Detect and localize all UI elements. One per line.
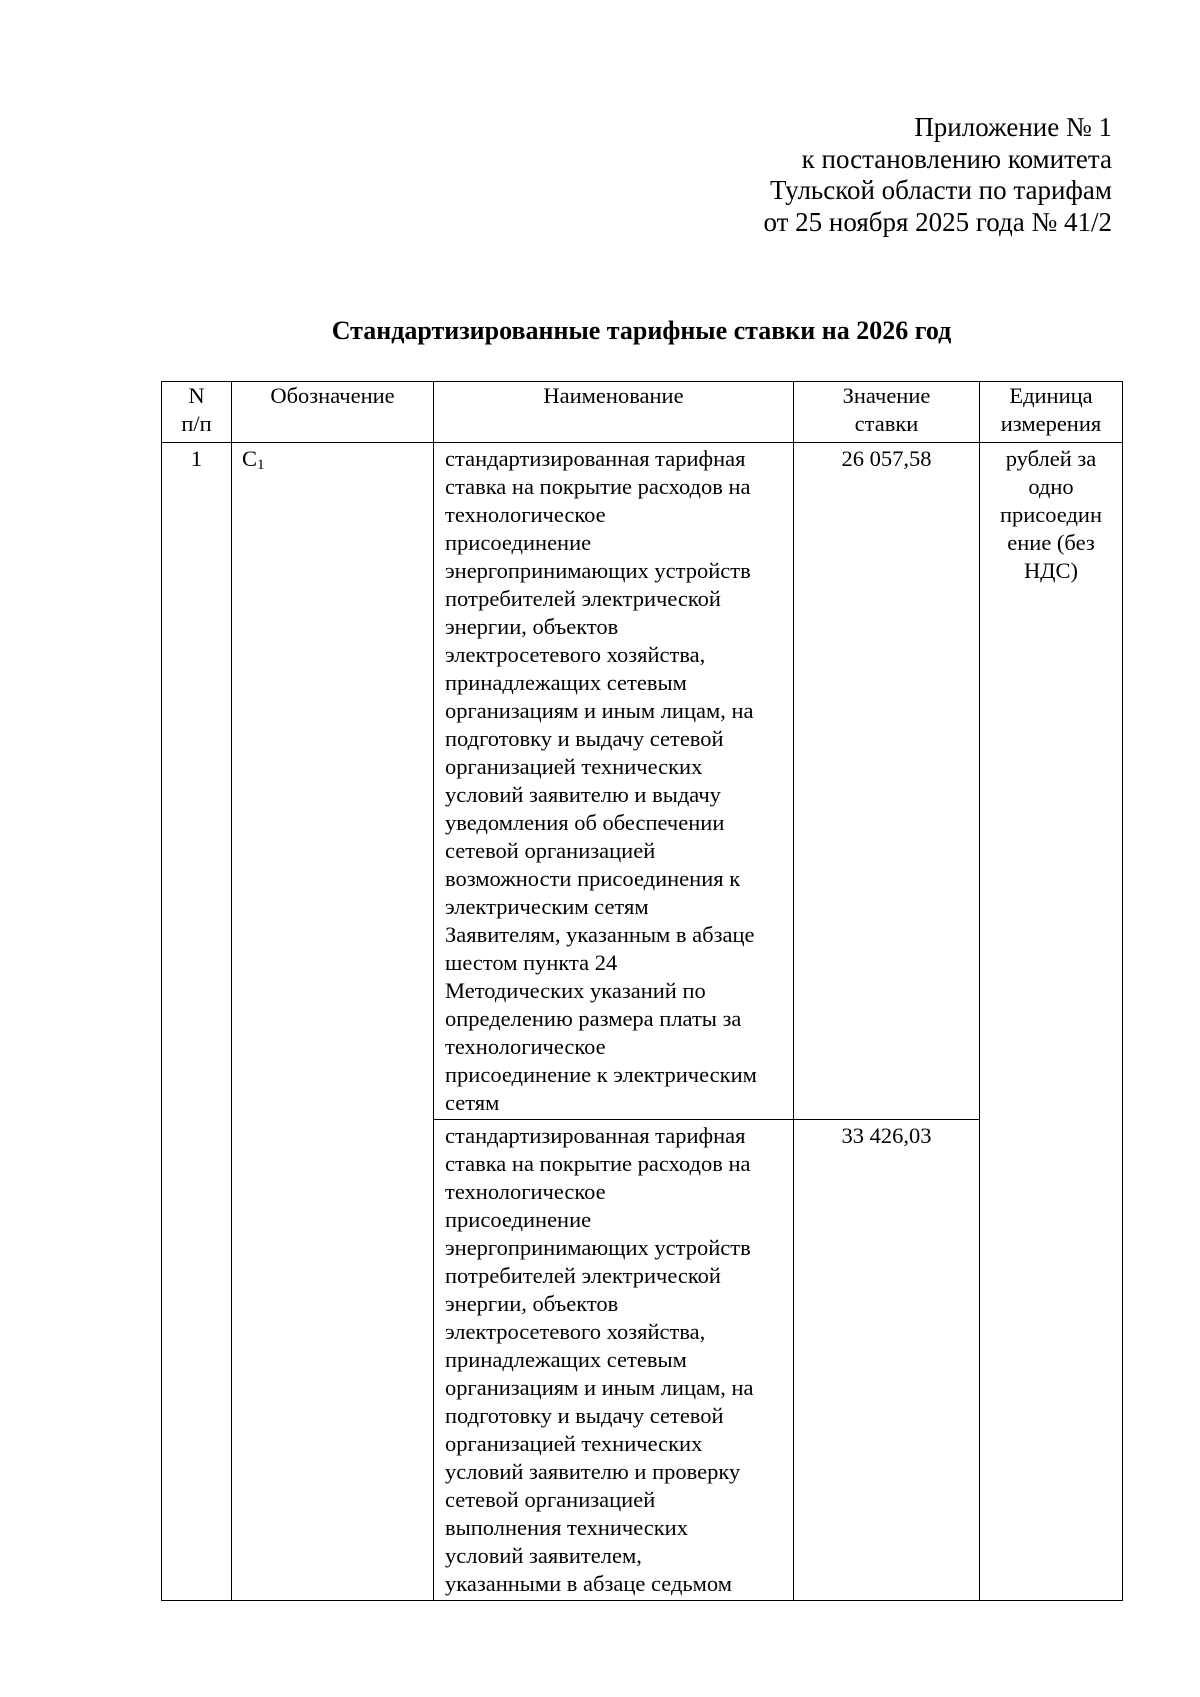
- text-line: НДС): [1023, 558, 1079, 583]
- rate-name-cell: [434, 443, 794, 1120]
- text-line: энергии, объектов: [445, 1291, 619, 1316]
- text-line: ставка на покрытие расходов на: [445, 1151, 751, 1176]
- tariff-table: [161, 381, 1123, 1601]
- column-header-value: [794, 382, 980, 443]
- text-line: организациям и иным лицам, на: [445, 1375, 754, 1400]
- text-line: подготовку и выдачу сетевой: [445, 726, 724, 751]
- text-line: организацией технических: [445, 754, 703, 779]
- rate-name-text: [445, 1122, 787, 1598]
- text-line: технологическое: [445, 1179, 606, 1204]
- text-line: присоединение к электрическим: [445, 1062, 757, 1087]
- column-header-text: Значение: [842, 383, 931, 408]
- column-header-text: N: [188, 383, 205, 408]
- column-header-number: [162, 382, 232, 443]
- text-line: Методических указаний по: [445, 978, 706, 1003]
- text-line: одно: [1028, 474, 1074, 499]
- text-line: сетям: [445, 1090, 500, 1115]
- text-line: электросетевого хозяйства,: [445, 1319, 706, 1344]
- text-line: стандартизированная тарифная: [445, 446, 746, 471]
- text-line: организациям и иным лицам, на: [445, 698, 754, 723]
- appendix-header-line: от 25 ноября 2025 года № 41/2: [763, 206, 1112, 237]
- column-header-text: Наименование: [543, 383, 684, 408]
- text-line: определению размера платы за: [445, 1006, 742, 1031]
- column-header-text: п/п: [181, 411, 212, 436]
- column-header-text: Единица: [1009, 383, 1093, 408]
- rate-name-text: [445, 445, 787, 1117]
- row-number-cell: 1: [162, 443, 232, 1601]
- text-line: потребителей электрической: [445, 586, 721, 611]
- text-line: электрическим сетям: [445, 894, 649, 919]
- text-line: ставка на покрытие расходов на: [445, 474, 751, 499]
- column-header-text: измерения: [1000, 411, 1102, 436]
- appendix-header-line: к постановлению комитета: [801, 143, 1112, 174]
- text-line: сетевой организацией: [445, 1487, 656, 1512]
- column-header-text: ставки: [854, 411, 919, 436]
- column-header-name: [434, 382, 794, 443]
- text-line: присоединение: [445, 530, 592, 555]
- text-line: указанными в абзаце седьмом: [445, 1571, 732, 1596]
- text-line: потребителей электрической: [445, 1263, 721, 1288]
- text-line: сетевой организацией: [445, 838, 656, 863]
- text-line: энергии, объектов: [445, 614, 619, 639]
- text-line: условий заявителем,: [445, 1543, 642, 1568]
- text-line: технологическое: [445, 1034, 606, 1059]
- appendix-header: [552, 112, 1112, 238]
- appendix-header-line: Тульской области по тарифам: [769, 175, 1112, 205]
- text-line: ение (без: [1007, 530, 1095, 555]
- text-line: энергопринимающих устройств: [445, 558, 751, 583]
- column-header-text: Обозначение: [270, 383, 395, 408]
- rate-code-cell: [232, 443, 434, 1601]
- text-line: присоединение: [445, 1207, 592, 1232]
- column-header-code: [232, 382, 434, 443]
- column-header-unit: [980, 382, 1123, 443]
- rate-name-cell: [434, 1120, 794, 1601]
- text-line: Заявителям, указанным в абзаце: [445, 922, 755, 947]
- unit-cell: [980, 443, 1123, 1601]
- text-line: присоедин: [999, 502, 1103, 527]
- rate-code-subscript: 1: [257, 457, 265, 473]
- text-line: условий заявителю и проверку: [445, 1459, 741, 1484]
- rate-value-cell: 33 426,03: [794, 1120, 980, 1601]
- text-line: стандартизированная тарифная: [445, 1123, 746, 1148]
- text-line: условий заявителю и выдачу: [445, 782, 721, 807]
- rate-value-cell: 26 057,58: [794, 443, 980, 1120]
- text-line: выполнения технических: [445, 1515, 688, 1540]
- text-line: организацией технических: [445, 1431, 703, 1456]
- rate-code-base: C: [242, 446, 258, 471]
- appendix-header-line: Приложение № 1: [914, 112, 1112, 142]
- text-line: принадлежащих сетевым: [445, 670, 687, 695]
- text-line: рублей за: [1005, 446, 1097, 471]
- document-title: Стандартизированные тарифные ставки на 2026 год: [331, 316, 952, 345]
- text-line: принадлежащих сетевым: [445, 1347, 687, 1372]
- text-line: электросетевого хозяйства,: [445, 642, 706, 667]
- text-line: возможности присоединения к: [445, 866, 741, 891]
- text-line: технологическое: [445, 502, 606, 527]
- text-line: шестом пункта 24: [445, 950, 618, 975]
- text-line: энергопринимающих устройств: [445, 1235, 751, 1260]
- table-header-row: [162, 382, 1123, 443]
- unit-text: [986, 445, 1116, 585]
- table-row: [162, 443, 1123, 1120]
- text-line: уведомления об обеспечении: [445, 810, 725, 835]
- text-line: подготовку и выдачу сетевой: [445, 1403, 724, 1428]
